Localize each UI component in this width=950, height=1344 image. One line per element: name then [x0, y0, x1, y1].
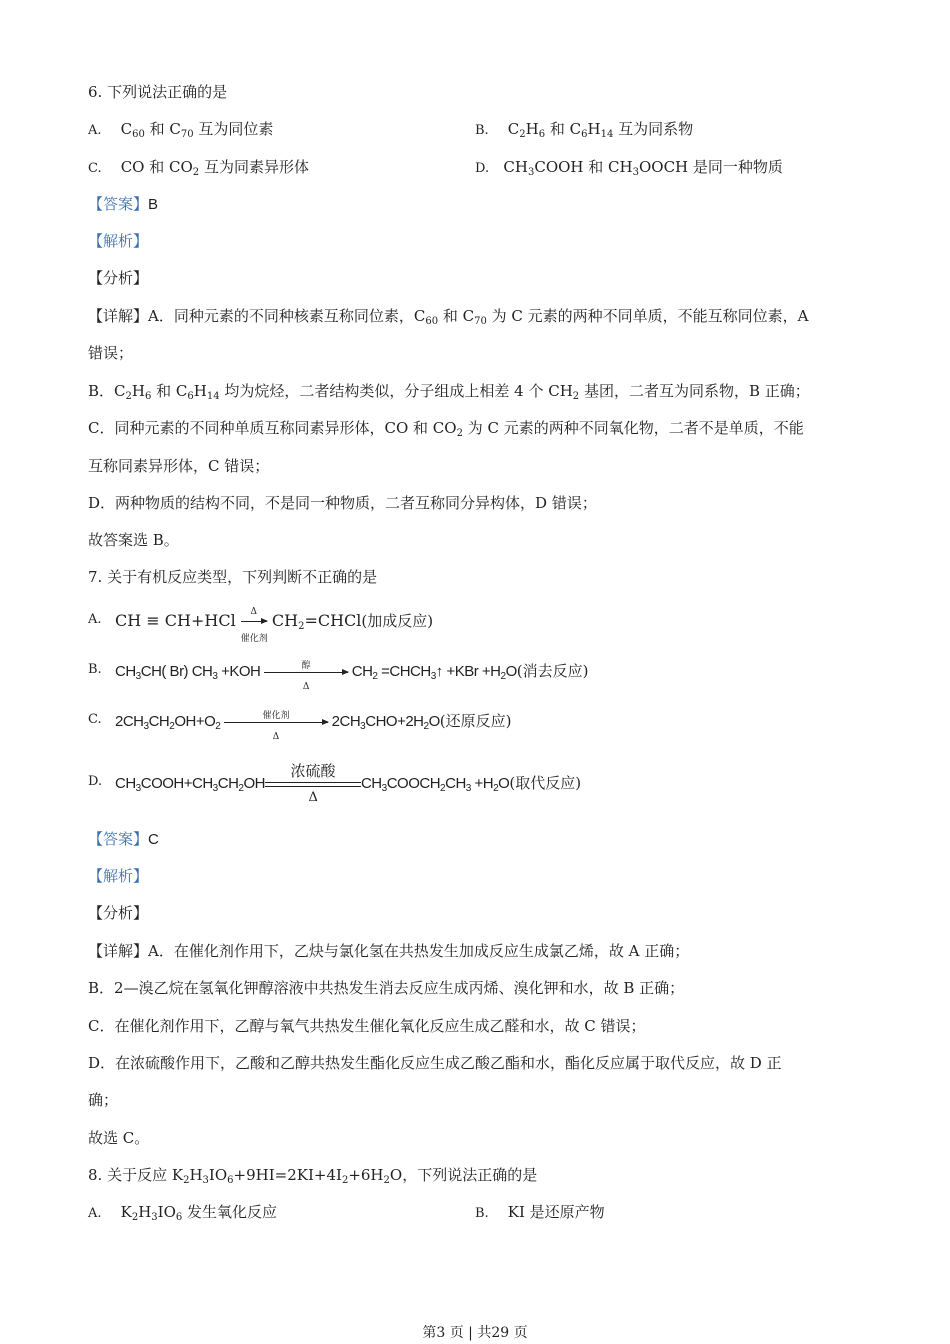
q7-detail-b: B．2—溴乙烷在氢氧化钾醇溶液中共热发生消去反应生成丙烯、溴化钾和水，故 B 正确；: [88, 979, 685, 997]
q7-detail-d-cont: 确；: [88, 1091, 119, 1109]
q8-stem-prefix: 8. 关于反应: [88, 1166, 172, 1184]
q8-option-b-label: B.: [475, 1206, 489, 1221]
cond-delta-c: Δ: [272, 731, 280, 742]
q6-detail-c-cont: 互称同素异形体，C 错误；: [88, 457, 270, 475]
q7-detail-d: D．在浓硫酸作用下，乙酸和乙醇共热发生酯化反应生成乙酸乙酯和水，酯化反应属于取代反应，故 D 正: [88, 1054, 782, 1072]
q8-stem-suffix: ，下列说法正确的是: [402, 1166, 538, 1184]
answer-tag: 【答案】: [88, 195, 149, 213]
q7-equation-a: CH ≡ CH+HCl Δ 催化剂 $CH_2=CHCl$(加成反应): [115, 607, 434, 644]
cond-delta-b: Δ: [302, 681, 310, 692]
detail-b-text: 均为烷烃，二者结构类似，分子组成上相差 4 个: [224, 382, 544, 400]
detail-c-text: C．同种元素的不同种单质互称同素异形体，CO 和: [88, 419, 429, 437]
cond-acid: 浓硫酸: [290, 761, 336, 780]
q6-conclusion: 故答案选 B。: [88, 531, 179, 549]
detail-a-text-2: 为 C 元素的两种不同单质，不能互称同位素，A: [491, 307, 809, 325]
q8-option-a-label: A.: [88, 1206, 102, 1221]
q6-option-b: B. $C_2H_6$ 和 $C_6H_{14}$ 互为同系物: [475, 120, 694, 140]
q8-stem: 8. 关于反应 $K_2H_3IO_6+9HI=2KI+4I_2+6H_2O$，下列说法正确的是: [88, 1166, 538, 1186]
answer-tag: 【答案】: [88, 830, 149, 848]
detail-a-text: A．同种元素的不同种核素互称同位素，: [148, 307, 414, 325]
answer-value: C: [148, 831, 159, 848]
q7-answer: [88, 829, 159, 850]
q7-c-note: (还原反应): [439, 712, 512, 730]
q7-b-note: (消去反应): [516, 662, 589, 680]
q7-option-c-label: C.: [88, 712, 102, 727]
q6-option-c: C. CO 和 $CO_2$ 互为同素异形体: [88, 158, 309, 178]
q7-option-a-label: A.: [88, 612, 102, 627]
q7-fenxi-tag: 【分析】: [88, 904, 149, 922]
q8-option-b: [475, 1202, 605, 1224]
q8-option-a: A. $K_2H_3IO_6$ 发生氧化反应: [88, 1203, 278, 1223]
detail-c-text-2: 为 C 元素的两种不同氧化物，二者不是单质，不能: [467, 419, 804, 437]
q6-analysis-tag: 【解析】: [88, 232, 149, 250]
q6-option-a-label: A.: [88, 123, 102, 138]
q6-option-d-label: D.: [475, 161, 490, 176]
q7-equation-d: $CH_3COOH+CH_3CH_2OH$ 浓硫酸 Δ $CH_3COOCH_2CH_3 +H_2O$(取代反应): [115, 761, 582, 805]
q6-option-d: D. $CH_3COOH$ 和 $CH_3OOCH$ 是同一种物质: [475, 158, 783, 178]
cond-delta-d: Δ: [308, 789, 318, 805]
q7-detail-c: C．在催化剂作用下，乙醇与氧气共热发生催化氧化反应生成乙醛和水，故 C 错误；: [88, 1017, 646, 1035]
detail-tag: 【详解】: [88, 942, 149, 960]
detail-a-text: A．在催化剂作用下，乙炔与氯化氢在共热发生加成反应生成氯乙烯，故 A 正确；: [148, 942, 690, 960]
cond-delta: Δ: [250, 607, 258, 617]
cond-catalyst: 催化剂: [240, 634, 268, 644]
q7-equation-c: $2CH_3CH_2OH+O_2$ 催化剂 Δ $2CH_3CHO+2H_2O$(还原反应): [115, 710, 511, 731]
q6-detail-c: C．同种元素的不同种单质互称同素异形体，CO 和 $CO_2$ 为 C 元素的两种不同氧化物，二者不是单质，不能: [88, 419, 804, 439]
q7-equation-b: $CH_3CH$( Br) $CH_3 +KOH$ 醇 Δ $CH_2$ $=CHCH_3↑ +KBr +H_2O$(消去反应): [115, 660, 588, 681]
q6-option-a: A. $C_{60}$ 和 $C_{70}$ 互为同位素: [88, 120, 274, 140]
cond-catalyst-c: 催化剂: [262, 710, 290, 721]
q7-stem: 7. 关于有机反应类型，下列判断不正确的是: [88, 568, 378, 586]
detail-b-text-2: 基团，二者互为同系物，B 正确；: [583, 382, 810, 400]
q6-detail-a-cont: 错误；: [88, 344, 134, 362]
q8-option-a-text: 发生氧化反应: [187, 1203, 278, 1221]
detail-tag: 【详解】: [88, 307, 149, 325]
q7-a-note: (加成反应): [361, 612, 434, 630]
q7-detail-a: [88, 941, 689, 961]
q6-option-b-label: B.: [475, 123, 489, 138]
page-footer: 第3 页 | 共29 页: [422, 1325, 528, 1341]
q6-detail-a: 【详解】A．同种元素的不同种核素互称同位素，$C_{60}$ 和 $C_{70}$ 为 C 元素的两种不同单质，不能互称同位素，A: [88, 307, 809, 327]
q7-conclusion: 故选 C。: [88, 1129, 150, 1147]
q7-analysis-tag: 【解析】: [88, 867, 149, 885]
q6-detail-b: B．$C_2H_6$ 和 $C_6H_{14}$ 均为烷烃，二者结构类似，分子组成上相差 4 个 $CH_2$ 基团，二者互为同系物，B 正确；: [88, 382, 810, 402]
q6-fenxi-tag: 【分析】: [88, 269, 149, 287]
answer-value: B: [148, 196, 159, 213]
q8-option-b-text: KI 是还原产物: [507, 1203, 605, 1221]
q7-d-note: (取代反应): [509, 774, 582, 792]
cond-alcohol: 醇: [301, 660, 311, 671]
q6-stem: 6. 下列说法正确的是: [88, 83, 228, 101]
q7-option-b-label: B.: [88, 662, 102, 677]
q6-detail-d: D．两种物质的结构不同，不是同一种物质，二者互称同分异构体，D 错误；: [88, 494, 597, 512]
q6-option-c-label: C.: [88, 161, 102, 176]
q6-answer: [88, 194, 158, 215]
q7-option-d-label: D.: [88, 774, 103, 789]
